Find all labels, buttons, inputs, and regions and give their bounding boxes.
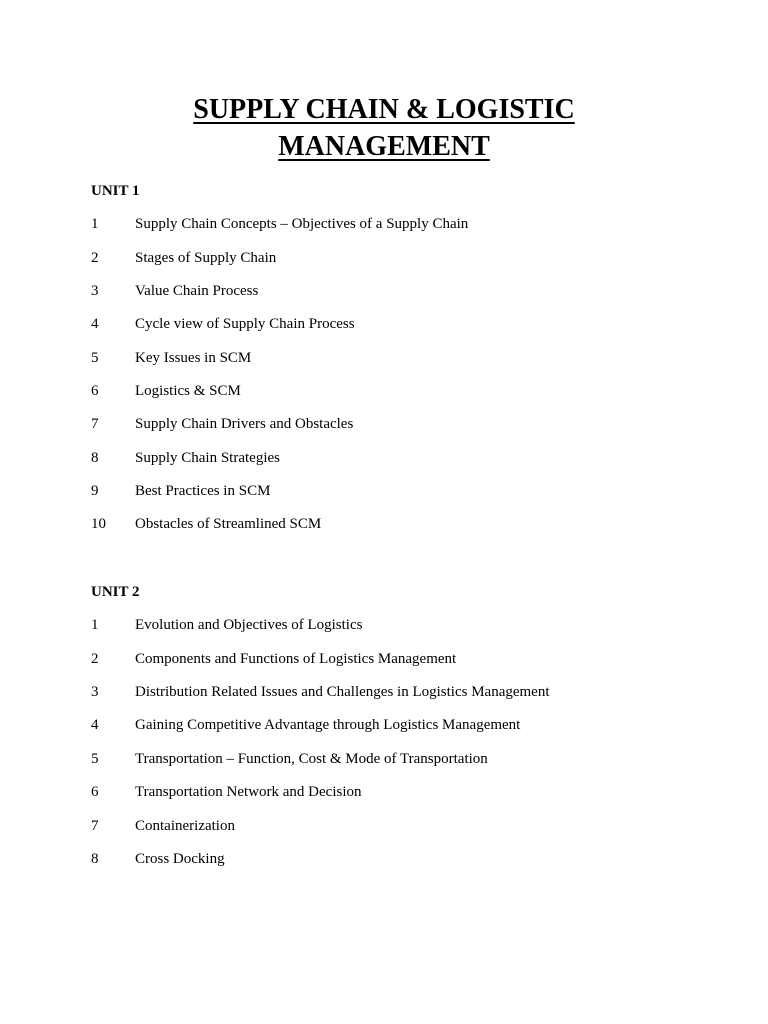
unit-2-item — [0, 615, 768, 635]
unit-1-item — [0, 448, 768, 468]
unit-1-item — [0, 281, 768, 301]
item-text: Gaining Competitive Advantage through Logistics Management — [135, 717, 521, 733]
unit-2-item — [0, 782, 768, 802]
item-number: 9 — [91, 483, 99, 499]
item-text: Stages of Supply Chain — [135, 250, 277, 266]
item-number: 8 — [91, 851, 99, 867]
unit-1-item — [0, 381, 768, 401]
item-text: Transportation Network and Decision — [135, 784, 362, 800]
item-text: Obstacles of Streamlined SCM — [135, 516, 322, 532]
item-number: 4 — [91, 717, 99, 733]
document-title-line-1 — [0, 92, 768, 128]
item-number: 3 — [91, 684, 99, 700]
unit-2-item — [0, 649, 768, 669]
item-number: 5 — [91, 350, 99, 366]
unit-1-item — [0, 348, 768, 368]
unit-1-item — [0, 314, 768, 334]
item-text: Evolution and Objectives of Logistics — [135, 617, 363, 633]
item-number: 7 — [91, 818, 99, 834]
item-number: 1 — [91, 617, 99, 633]
item-number: 6 — [91, 784, 99, 800]
unit-2-item — [0, 849, 768, 869]
unit-1-item — [0, 248, 768, 268]
item-number: 2 — [91, 651, 99, 667]
unit-2-item — [0, 816, 768, 836]
unit-2-heading: UNIT 2 — [91, 584, 140, 600]
unit-2-item — [0, 715, 768, 735]
item-text: Cross Docking — [135, 851, 225, 867]
item-text: Distribution Related Issues and Challenges in Logistics Management — [135, 684, 550, 700]
item-text: Components and Functions of Logistics Management — [135, 651, 457, 667]
item-text: Containerization — [135, 818, 235, 834]
item-number: 2 — [91, 250, 99, 266]
item-number: 3 — [91, 283, 99, 299]
item-number: 8 — [91, 450, 99, 466]
unit-1-item — [0, 414, 768, 434]
unit-2-item — [0, 682, 768, 702]
unit-2-item — [0, 749, 768, 769]
document-title-text-1: SUPPLY CHAIN & LOGISTIC — [193, 94, 575, 125]
item-text: Best Practices in SCM — [135, 483, 271, 499]
item-number: 4 — [91, 316, 99, 332]
document-title-text-2: MANAGEMENT — [278, 131, 490, 162]
item-number: 6 — [91, 383, 99, 399]
item-number: 5 — [91, 751, 99, 767]
item-text: Supply Chain Strategies — [135, 450, 280, 466]
item-text: Key Issues in SCM — [135, 350, 252, 366]
item-text: Value Chain Process — [135, 283, 259, 299]
document-title-line-2 — [0, 129, 768, 165]
unit-1-heading: UNIT 1 — [91, 183, 140, 199]
item-number: 1 — [91, 216, 99, 232]
unit-1-item — [0, 514, 768, 534]
item-number: 10 — [91, 516, 106, 532]
item-text: Logistics & SCM — [135, 383, 241, 399]
unit-1-item — [0, 214, 768, 234]
unit-1-item — [0, 481, 768, 501]
item-text: Supply Chain Drivers and Obstacles — [135, 416, 354, 432]
item-text: Transportation – Function, Cost & Mode of Transportation — [135, 751, 488, 767]
item-text: Cycle view of Supply Chain Process — [135, 316, 355, 332]
item-number: 7 — [91, 416, 99, 432]
item-text: Supply Chain Concepts – Objectives of a Supply Chain — [135, 216, 469, 232]
